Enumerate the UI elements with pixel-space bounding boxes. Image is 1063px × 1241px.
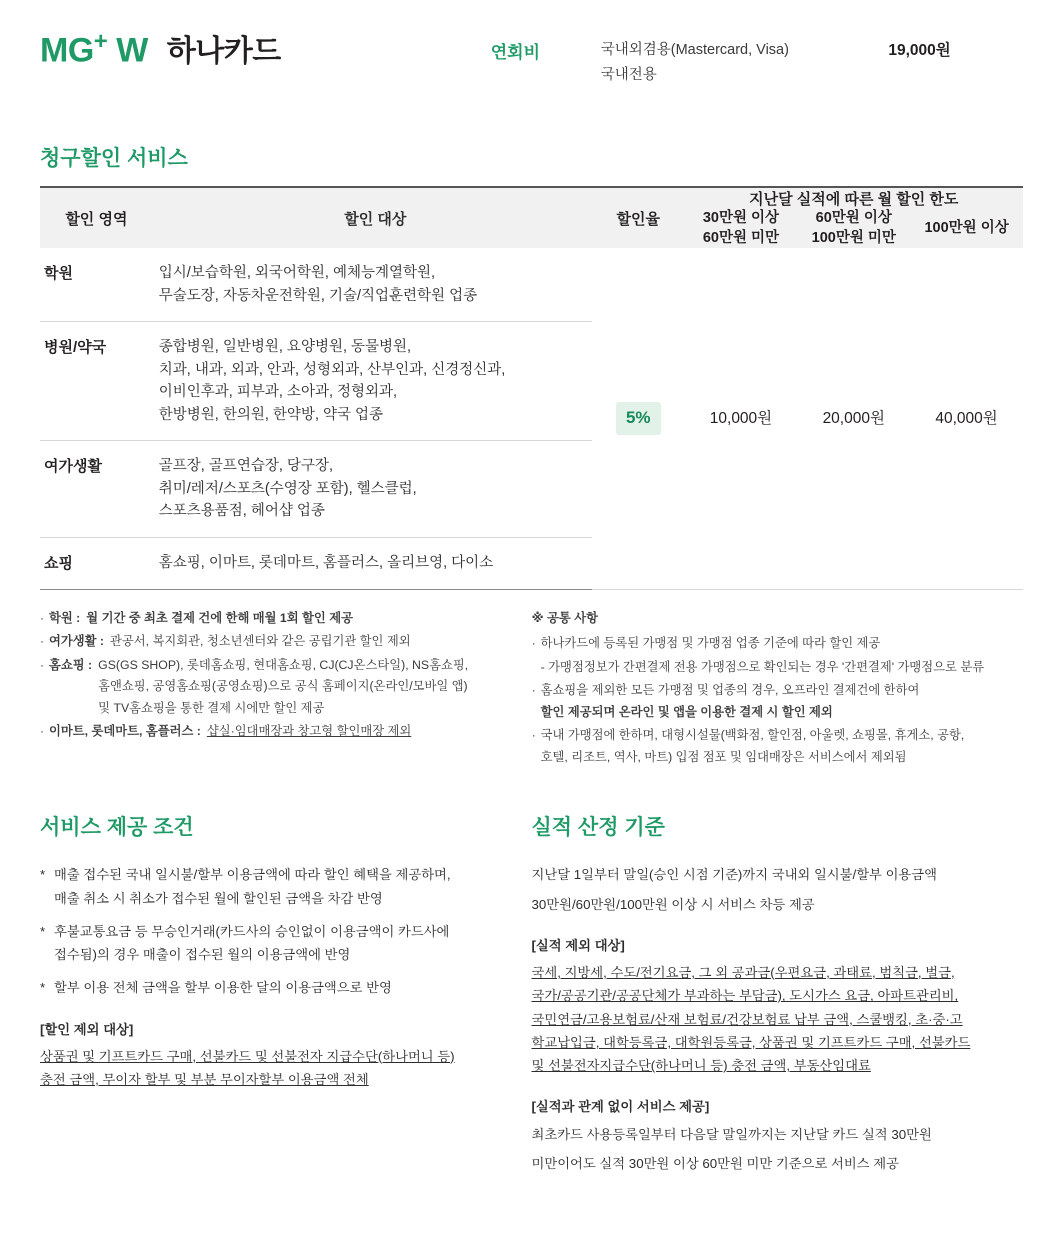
note-key-hagwon: 학원 : — [49, 610, 81, 625]
discount-rate-badge: 5% — [616, 402, 661, 434]
row-target-2-line2: 스포츠용품점, 헤어샵 업종 — [158, 503, 325, 520]
notes-section — [0, 590, 1063, 771]
service-condition-title: 서비스 제공 조건 — [40, 816, 194, 840]
indent-spacer — [532, 657, 541, 679]
notes-right-column — [532, 608, 1023, 771]
sc-0-line0: 매출 접수된 국내 일시불/할부 이용금액에 따라 할인 혜택을 제공하며, — [54, 867, 451, 883]
common-notes-heading: ※ 공통 사항 — [531, 610, 598, 625]
row-target-0 — [149, 248, 592, 321]
note-key-mart: 이마트, 롯데마트, 홈플러스 : — [49, 724, 201, 739]
brand-logo — [40, 30, 281, 70]
benefit-head-row-top — [40, 187, 1023, 209]
bullet-dot-icon: · — [40, 634, 45, 649]
discount-exclude-line-0: 상품권 및 기프트카드 구매, 선불카드 및 선불전자 지급수단(하나머니 등) — [40, 1048, 455, 1064]
asterisk-icon: * — [40, 867, 46, 883]
header-limit-2-line2: 100만원 미만 — [811, 229, 896, 246]
note-item — [40, 721, 512, 743]
performance-section — [532, 810, 1024, 1181]
row-area-3: 쇼핑 — [44, 554, 73, 572]
row-target-3-line0: 홈쇼핑, 이마트, 롯데마트, 홈플러스, 올리브영, 다이소 — [158, 554, 494, 571]
limit-value-1: 10,000원 — [685, 248, 798, 589]
row-target-2-line1: 취미/레저/스포츠(수영장 포함), 헬스클럽, — [158, 480, 417, 497]
performance-intro-1: 30만원/60만원/100만원 이상 시 서비스 차등 제공 — [531, 896, 815, 912]
annual-fee-types — [601, 38, 831, 87]
note-hs-line2: 및 TV홈쇼핑을 통한 결제 시에만 할인 제공 — [98, 700, 325, 715]
discount-exclude-heading: [할인 제외 대상] — [40, 1021, 134, 1037]
note-value-leisure: 관공서, 복지회관, 청소년센터와 같은 공립기관 할인 제외 — [110, 634, 411, 649]
performance-free-heading: [실적과 관계 없이 서비스 제공] — [531, 1099, 710, 1115]
performance-free-line-1: 미만이어도 실적 30만원 이상 60만원 미만 기준으로 서비스 제공 — [531, 1155, 899, 1171]
service-condition-item-2: 할부 이용 전체 금액을 할부 이용한 달의 이용금액으로 반영 — [54, 980, 392, 996]
note-hs-line0: GS(GS SHOP), 롯데홈쇼핑, 현대홈쇼핑, CJ(CJ온스타일), NS홈쇼핑, — [98, 657, 469, 672]
annual-fee-amount: 19,000원 — [888, 42, 951, 59]
annual-fee-block — [491, 38, 951, 87]
note-value-hagwon: 월 기간 중 최초 결제 건에 한해 매월 1회 할인 제공 — [86, 610, 353, 625]
benefit-section-title: 청구할인 서비스 — [40, 147, 188, 171]
row-area-2: 여가생활 — [40, 441, 149, 537]
row-target-1-line0: 종합병원, 일반병원, 요양병원, 동물병원, — [158, 339, 412, 356]
sc-0-line1: 매출 취소 시 취소가 접수된 월에 할인된 금액을 차감 반영 — [54, 890, 383, 906]
row-target-1-line2: 이비인후과, 피부과, 소아과, 정형외과, — [158, 384, 398, 401]
common-note-2 — [541, 680, 1023, 723]
benefit-table-head — [40, 187, 1023, 248]
performance-exclude-line-0: 국세, 지방세, 수도/전기요금, 그 외 공과금(우편요금, 과태료, 범칙금, 벌금, — [531, 965, 955, 981]
header-limit-3-line1: 100만원 이상 — [924, 220, 1009, 237]
service-condition-section — [40, 810, 532, 1181]
limit-value-2: 20,000원 — [797, 248, 910, 589]
header-limit-2 — [797, 209, 910, 248]
performance-intro-0: 지난달 1일부터 말일(승인 시점 기준)까지 국내외 일시불/할부 이용금액 — [531, 867, 937, 883]
note-key-leisure: 여가생활 : — [49, 634, 105, 649]
performance-exclude-line-3: 학교납입금, 대학등록금, 대학원등록금, 상품권 및 기프트카드 구매, 선불카드 — [531, 1034, 971, 1050]
benefit-table — [40, 186, 1023, 590]
fee-type-international: 국내외겸용(Mastercard, Visa) — [600, 42, 789, 58]
fee-type-domestic: 국내전용 — [600, 66, 657, 83]
header-limit-3 — [910, 209, 1023, 248]
page-header — [0, 0, 1063, 87]
service-condition-item — [40, 920, 508, 967]
row-target-3 — [149, 537, 592, 589]
bottom-sections — [0, 770, 1063, 1211]
brand-plus-text: + — [93, 28, 108, 55]
card-name-text: 하나카드 — [166, 35, 281, 69]
header-area: 할인 영역 — [40, 187, 149, 248]
row-area-0: 학원 — [40, 248, 149, 321]
common-note-3 — [541, 725, 1023, 768]
header-limit-1-line2: 60만원 미만 — [702, 229, 780, 246]
limit-value-3: 40,000원 — [910, 248, 1023, 589]
note-item — [532, 657, 1023, 679]
header-limit-1-line1: 30만원 이상 — [702, 210, 780, 227]
row-target-0-line1: 무술도장, 자동차운전학원, 기술/직업훈련학원 업종 — [158, 287, 478, 304]
service-condition-item — [40, 976, 508, 999]
discount-rate-cell — [592, 248, 685, 589]
note-item — [532, 725, 1023, 768]
service-condition-item-1 — [54, 920, 449, 967]
sc-1-line0: 후불교통요금 등 무승인거래(카드사의 승인없이 이용금액이 카드사에 — [54, 923, 450, 939]
performance-free-line-0: 최초카드 사용등록일부터 다음달 말일까지는 지난달 카드 실적 30만원 — [531, 1126, 932, 1142]
common-note-3-line0: 국내 가맹점에 한하며, 대형시설물(백화점, 할인점, 아울렛, 쇼핑몰, 휴게소, 공항, — [540, 728, 965, 743]
note-key-homeshopping: 홈쇼핑 : — [49, 657, 93, 672]
row-target-1-line1: 치과, 내과, 외과, 안과, 성형외과, 산부인과, 신경정신과, — [158, 361, 506, 378]
header-target: 할인 대상 — [149, 187, 592, 248]
common-note-0: 하나카드에 등록된 가맹점 및 가맹점 업종 기준에 따라 할인 제공 — [540, 636, 881, 651]
common-note-3-line1: 호텔, 리조트, 역사, 마트) 입점 점포 및 임대매장은 서비스에서 제외됨 — [540, 749, 907, 764]
header-rate: 할인율 — [592, 187, 685, 248]
row-area-1: 병원/약국 — [40, 322, 149, 441]
note-item — [40, 655, 512, 720]
service-condition-item — [40, 863, 508, 910]
common-note-2-line0: 홈쇼핑을 제외한 모든 가맹점 및 업종의 경우, 오프라인 결제건에 한하여 — [540, 683, 920, 698]
note-item — [40, 631, 512, 653]
note-value-homeshopping — [98, 655, 512, 720]
annual-fee-label: 연회비 — [490, 43, 540, 62]
bullet-dot-icon: · — [40, 724, 45, 739]
row-target-1 — [149, 322, 592, 441]
bullet-dot-icon: · — [40, 657, 45, 672]
row-target-2 — [149, 441, 592, 537]
row-target-1-line3: 한방병원, 한의원, 한약방, 약국 업종 — [158, 406, 384, 423]
asterisk-icon: * — [40, 980, 46, 996]
header-limit-2-line1: 60만원 이상 — [815, 210, 892, 227]
benefit-section — [0, 87, 1063, 590]
bullet-dot-icon: · — [531, 728, 536, 743]
bullet-dot-icon: · — [40, 610, 45, 625]
header-limit-group: 지난달 실적에 따른 월 할인 한도 — [685, 187, 1023, 209]
note-value-mart: 샵실·임대매장과 창고형 할인매장 제외 — [206, 724, 412, 739]
row-target-2-line0: 골프장, 골프연습장, 당구장, — [158, 458, 333, 475]
common-note-2-line1: 할인 제공되며 온라인 및 앱을 이용한 결제 시 할인 제외 — [540, 704, 833, 719]
bullet-dot-icon: · — [531, 683, 536, 698]
brand-mg-text: MG — [40, 31, 94, 70]
bullet-dot-icon: · — [531, 636, 536, 651]
table-row — [40, 248, 1023, 321]
header-limit-1 — [685, 209, 798, 248]
performance-exclude-line-2: 국민연금/고용보험료/산재 보험료/건강보험료 납부 금액, 스쿨뱅킹, 초·중·고 — [531, 1011, 963, 1027]
benefit-table-body — [40, 248, 1023, 589]
common-note-1: - 가맹점정보가 간편결제 전용 가맹점으로 확인되는 경우 '간편결제' 가맹점으로 분류 — [540, 659, 985, 674]
note-item — [532, 680, 1023, 723]
service-condition-item-0 — [54, 863, 451, 910]
performance-exclude-line-4: 및 선불전자지급수단(하나머니 등) 충전 금액, 부동산임대료 — [531, 1058, 871, 1074]
notes-left-column — [40, 608, 532, 771]
brand-w-text: W — [116, 31, 148, 70]
performance-title: 실적 산정 기준 — [531, 816, 665, 840]
row-target-0-line0: 입시/보습학원, 외국어학원, 예체능계열학원, — [158, 265, 436, 282]
discount-exclude-line-1: 충전 금액, 무이자 할부 및 부분 무이자할부 이용금액 전체 — [40, 1072, 369, 1088]
performance-exclude-line-1: 국가/공공기관/공공단체가 부과하는 부담금), 도시가스 요금, 아파트관리비, — [531, 988, 959, 1004]
note-item — [40, 608, 512, 630]
note-hs-line1: 홈앤쇼핑, 공영홈쇼핑(공영쇼핑)으로 공식 홈페이지(온라인/모바일 앱) — [98, 679, 468, 694]
note-item — [532, 633, 1023, 655]
sc-1-line1: 접수됨)의 경우 매출이 접수된 월의 이용금액에 반영 — [54, 947, 351, 963]
performance-exclude-heading: [실적 제외 대상] — [531, 937, 625, 953]
asterisk-icon: * — [40, 923, 46, 939]
